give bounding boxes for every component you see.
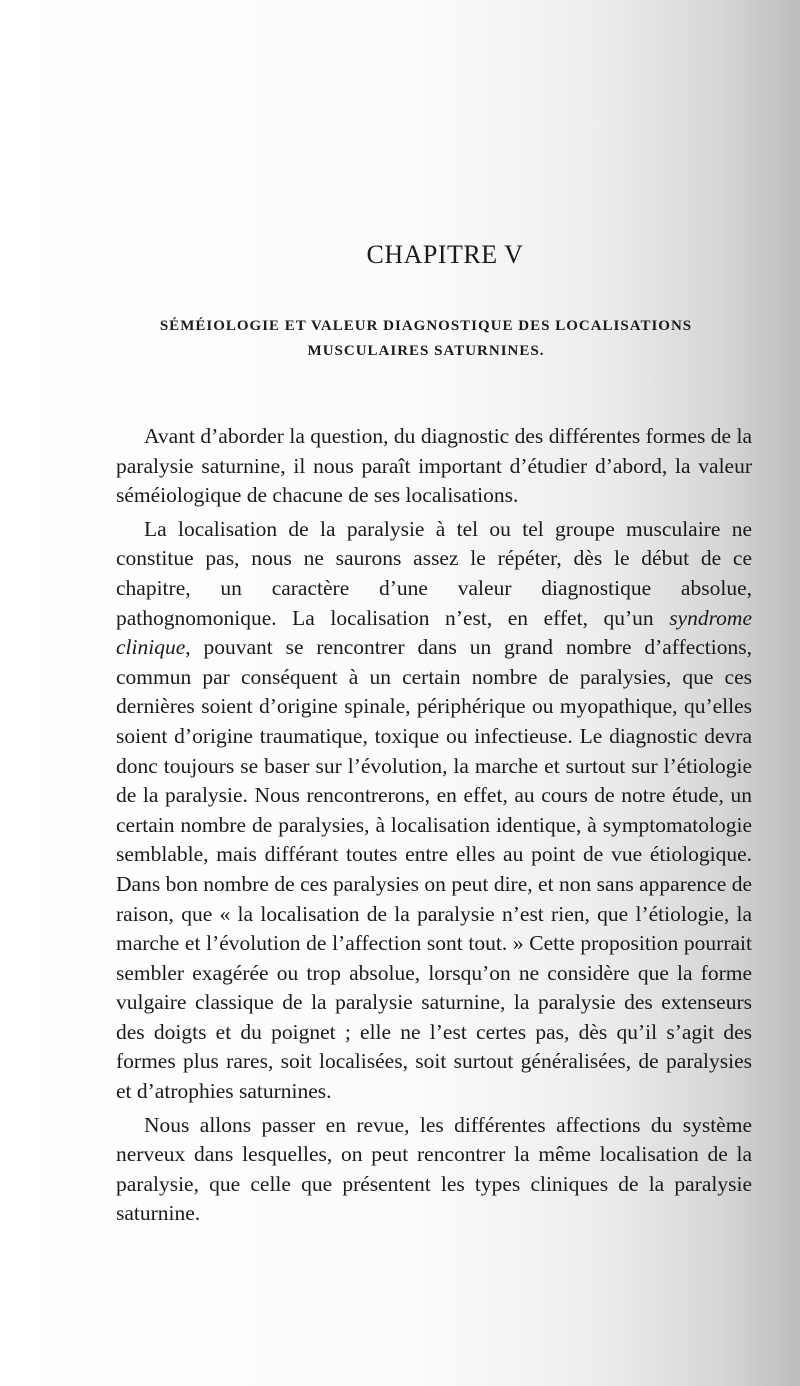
chapter-title: CHAPITRE V <box>366 240 524 269</box>
body-text <box>116 422 752 1233</box>
section-heading-line-2: MUSCULAIRES SATURNINES. <box>307 343 545 359</box>
paragraph-2-text-before: La localisation de la paralysie à tel ou tel groupe musculaire ne constitue pas, nous ne saurons assez le répéter, dès le début de ce chapitre, un caractère d’une valeur diagnostique absolue, pathognomonique. La localisation n’est, en effet, qu’un <box>116 516 752 630</box>
section-heading-line-1: SÉMÉIOLOGIE ET VALEUR DIAGNOSTIQUE DES LOCALISATIONS <box>159 318 693 334</box>
paragraph-2-text-after: , pouvant se rencontrer dans un grand nombre d’affections, commun par conséquent à un certain nombre de paralysies, que ces dernières soient d’origine spinale, périphérique ou myopathique, qu’elles soient d’origine traumatique, toxique ou infectieuse. Le diagnostic devra donc toujours se baser sur l’évolution, la marche et surtout sur l’étiologie de la paralysie. Nous rencontrerons, en effet, au cours de notre étude, un certain nombre de paralysies, à localisation identique, à symptomatologie semblable, mais différant toutes entre elles au point de vue étiologique. Dans bon nombre de ces paralysies on peut dire, et non sans apparence de raison, que « la localisation de la paralysie n’est rien, que l’étiologie, la marche et l’évolution de l’affection sont tout. » Cette proposition pourrait sembler exagérée ou trop absolue, lorsqu’on ne considère que la forme vulgaire classique de la paralysie saturnine, la paralysie des extenseurs des doigts et du poignet ; elle ne l’est certes pas, dès qu’il s’agit des formes plus rares, soit localisées, soit surtout généralisées, de paralysies et d’atrophies saturnines. <box>116 635 752 1104</box>
italic-term: syndrome clinique <box>116 605 752 660</box>
paragraph-2 <box>116 515 752 1107</box>
paragraph-3: Nous allons passer en revue, les différentes affections du système nerveux dans lesquelles, on peut rencontrer la même localisation de la paralysie, que celle que présentent les types cliniques de la paralysie saturnine. <box>116 1112 752 1226</box>
section-heading <box>118 314 734 364</box>
paragraph-1: Avant d’aborder la question, du diagnostic des différentes formes de la paralysie saturnine, il nous paraît important d’étudier d’abord, la valeur séméiologique de chacune de ses localisations. <box>116 424 752 508</box>
